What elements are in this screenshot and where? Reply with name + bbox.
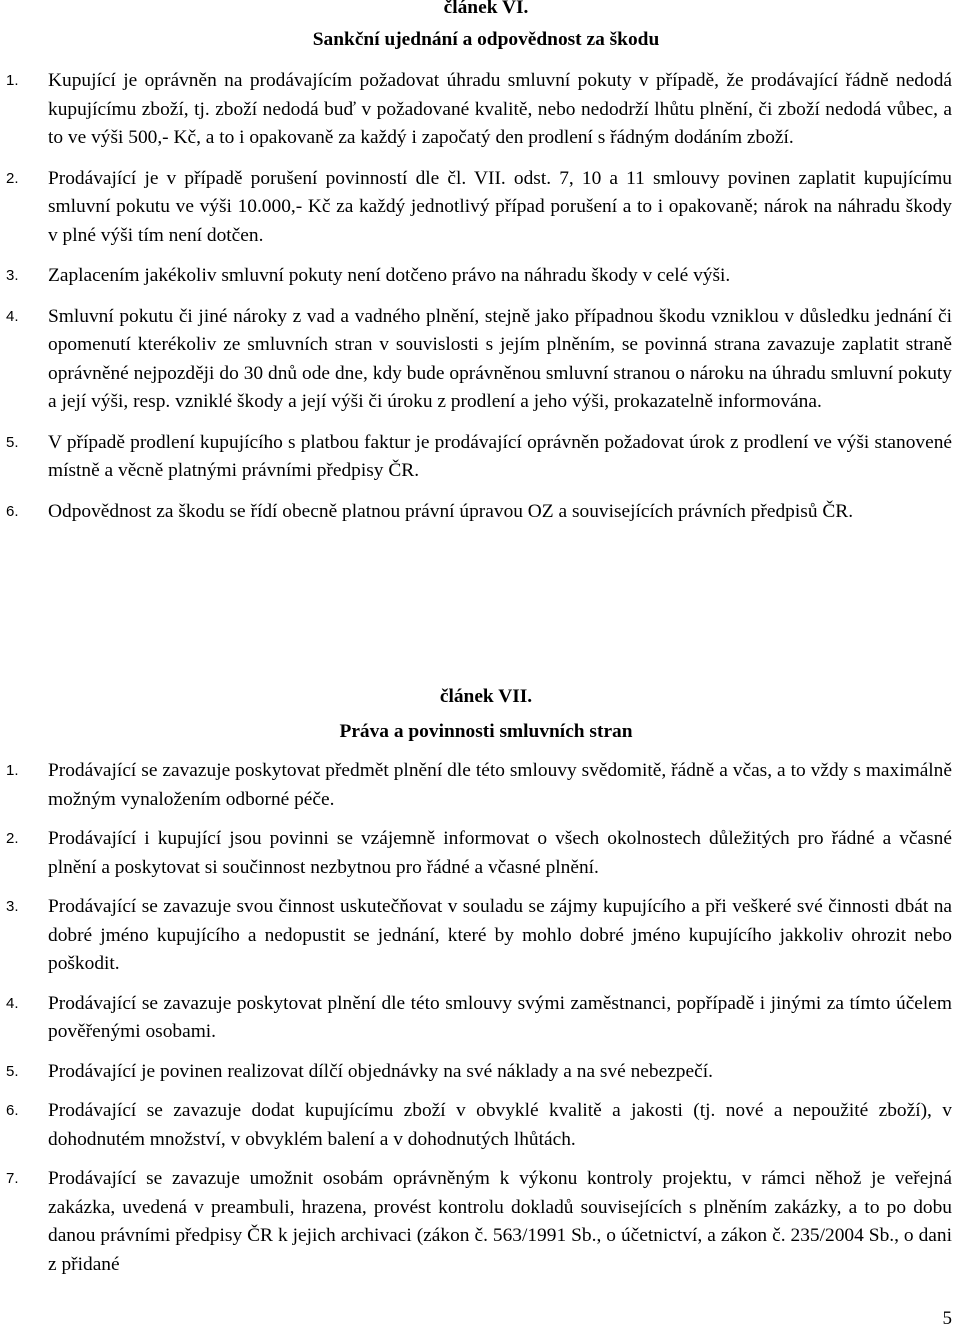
article-7 [0, 683, 960, 1279]
item-text: Zaplacením jakékoliv smluvní pokuty není dotčeno právo na náhradu škody v celé výši. [48, 265, 731, 286]
item-text: Prodávající se zavazuje svou činnost uskutečňovat v souladu se zájmy kupujícího a při veškeré své činnosti dbát na dobré jméno kupujícího a nedopustit se jednání, které by mohlo dobré jméno kupujícího jakkoliv ohrozit nebo poškodit. [48, 896, 952, 974]
item-text: Kupující je oprávněn na prodávajícím požadovat úhradu smluvní pokuty v případě, že prodávající řádně nedodá kupujícímu zboží, tj. zboží nedodá buď v požadované kvalitě, nebo nedodrží lhůtu plnění, či zboží nedodá vůbec, a to ve výši 500,- Kč, a to i opakovaně za každý i započatý den prodlení s řádným dodáním zboží. [48, 70, 952, 148]
article-6-item-2 [0, 165, 960, 251]
item-number: 6. [6, 1102, 19, 1119]
item-number: 4. [6, 994, 19, 1012]
item-number: 4. [6, 307, 19, 325]
item-number: 2. [6, 169, 19, 187]
item-text: Smluvní pokutu či jiné nároky z vad a vadného plnění, stejně jako případnou škodu vzniklou v důsledku jednání či opomenutí kterékoliv ze smluvních stran v souvislosti s jejím plněním, se povinná strana zavazuje zaplatit straně oprávněné nejpozději do 30 dnů ode dne, kdy bude oprávněnou smluvní stranou o nároku na úhradu smluvní pokuty a její výši, resp. vzniklé škody a její výši či úroku z prodlení a jeho výši, prokazatelně informována. [48, 305, 952, 412]
item-text: Prodávající i kupující jsou povinni se vzájemně informovat o všech okolnostech důležitých pro řádné a včasné plnění a poskytovat si součinnost nezbytnou pro řádné a včasné plnění. [48, 828, 952, 878]
item-text: Prodávající se zavazuje poskytovat předmět plnění dle této smlouvy svědomitě, řádně a včas, a to vždy s maximálně možným vynaložením odborné péče. [48, 760, 952, 810]
article-7-title: Práva a povinnosti smluvních stran [339, 721, 633, 742]
article-6-number: článek VI. [443, 0, 529, 18]
article-7-item-7 [0, 1165, 960, 1279]
article-6 [0, 0, 960, 526]
item-number: 6. [6, 502, 19, 520]
item-text: Odpovědnost za škodu se řídí obecně platnou právní úpravou OZ a souvisejících právních předpisů ČR. [48, 500, 854, 522]
item-text: Prodávající se zavazuje dodat kupujícímu zboží v obvyklé kvalitě a jakosti (tj. nové a nepoužité zboží), v dohodnutém množství, v obvyklém balení a v dohodnutých lhůtách. [48, 1100, 952, 1150]
article-6-item-5 [0, 429, 960, 486]
item-number: 5. [6, 433, 19, 451]
article-6-title: Sankční ujednání a odpovědnost za škodu [312, 29, 660, 50]
article-7-item-2 [0, 825, 960, 882]
item-number: 1. [6, 762, 19, 779]
item-number: 5. [6, 1062, 19, 1080]
article-7-item-6 [0, 1097, 960, 1154]
item-number: 3. [6, 267, 19, 284]
article-7-item-5 [0, 1058, 960, 1087]
item-text: Prodávající je v případě porušení povinností dle čl. VII. odst. 7, 10 a 11 smlouvy povinen zaplatit kupujícímu smluvní pokutu ve výši 10.000,- Kč za každý jednotlivý případ porušení a to i opakovaně; nárok na náhradu škody v plné výši tím není dotčen. [48, 167, 952, 246]
item-number: 3. [6, 898, 19, 915]
article-7-number: článek VII. [439, 686, 533, 707]
item-text: Prodávající se zavazuje umožnit osobám oprávněným k výkonu kontroly projektu, v rámci něhož je veřejná zakázka, uvedená v preambuli, hrazena, provést kontrolu dokladů souvisejících s plněním zakázky, a to po dobu danou právními předpisy ČR k jejich archivaci (zákon č. 563/1991 Sb., o účetnictví, a zákon č. 235/2004 Sb., o dani z přidané [48, 1168, 952, 1275]
item-text: Prodávající je povinen realizovat dílčí objednávky na své náklady a na své nebezpečí. [48, 1060, 713, 1082]
item-number: 1. [6, 72, 19, 89]
article-7-item-3 [0, 893, 960, 979]
item-text: V případě prodlení kupujícího s platbou faktur je prodávající oprávněn požadovat úrok z prodlení ve výši stanovené místně a věcně platnými právními předpisy ČR. [48, 431, 952, 481]
item-number: 7. [6, 1170, 19, 1187]
article-7-item-4 [0, 990, 960, 1047]
article-6-item-3 [0, 262, 960, 291]
article-7-item-1 [0, 757, 960, 814]
item-number: 2. [6, 830, 19, 847]
page-number: 5 [942, 1308, 952, 1329]
article-6-item-6 [0, 498, 960, 527]
item-text: Prodávající se zavazuje poskytovat plnění dle této smlouvy svými zaměstnanci, popřípadě i jinými za tímto účelem pověřenými osobami. [48, 992, 952, 1042]
article-6-item-1 [0, 67, 960, 153]
article-6-item-4 [0, 303, 960, 417]
